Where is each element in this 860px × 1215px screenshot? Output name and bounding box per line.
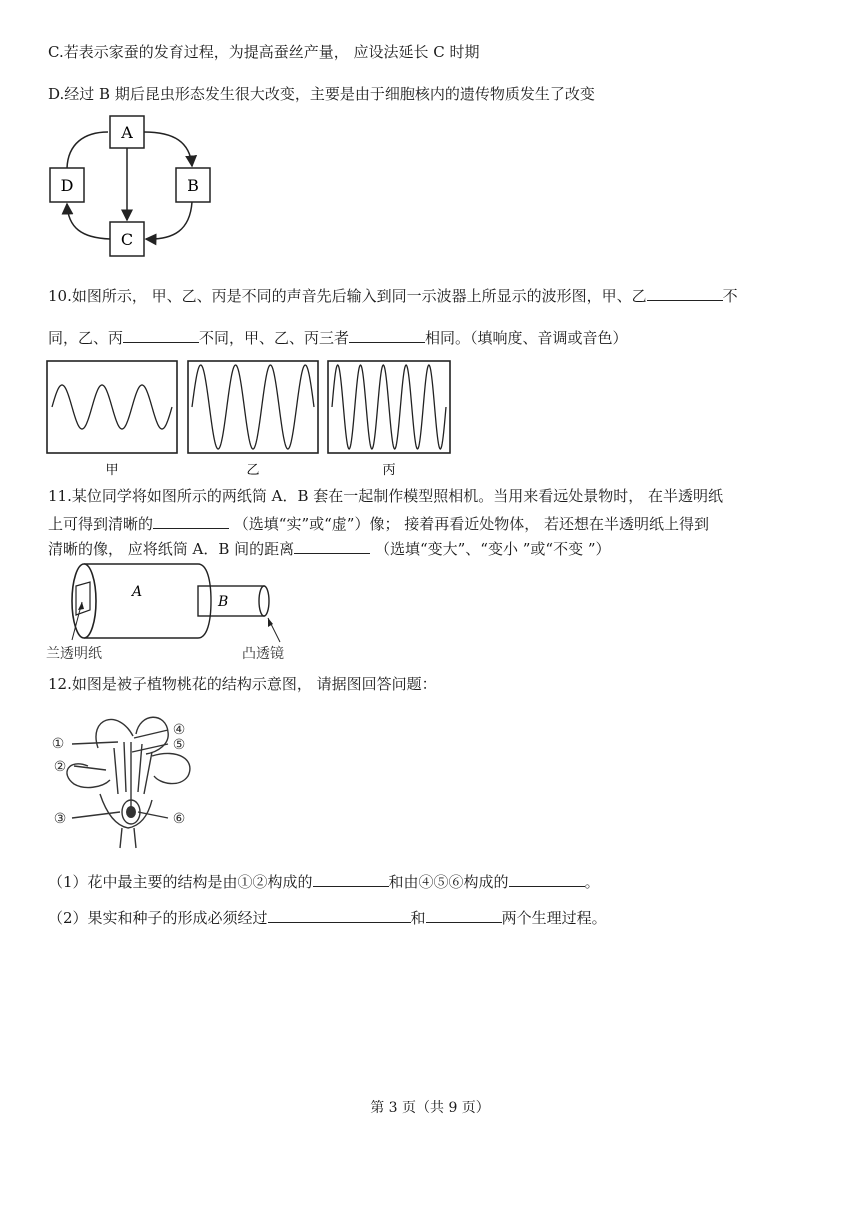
- option-c: C.若表示家蚕的发育过程，为提高蚕丝产量， 应设法延长 C 时期: [48, 43, 480, 61]
- waveform-label-yi: 乙: [246, 463, 260, 478]
- marker-1: ①: [51, 736, 65, 752]
- tube-b: [198, 586, 264, 616]
- q10-blank-1[interactable]: [647, 284, 723, 301]
- arrow-b-c: [146, 202, 192, 239]
- tube-b-label: B: [218, 594, 229, 610]
- label-b: B: [187, 176, 199, 195]
- label-a: A: [121, 123, 133, 142]
- marker-2: ②: [53, 759, 67, 775]
- q11-line1: 11.某位同学将如图所示的两纸筒 A．B 套在一起制作模型照相机。当用来看远处景物时， 在半透明纸: [48, 487, 724, 505]
- q12-sub1: （1）花中最主要的结构是由①②构成的 和由④⑤⑥构成的 。: [48, 870, 600, 892]
- petal-left: [96, 719, 133, 748]
- camera-model-figure: [44, 560, 304, 664]
- arrow-a-b: [144, 132, 192, 166]
- marker-3: ③: [53, 811, 67, 827]
- life-cycle-diagram: [44, 112, 224, 262]
- marker-6: ⑥: [172, 811, 186, 827]
- label-d: D: [60, 176, 74, 195]
- tube-a-label: A: [132, 584, 143, 600]
- q11-line2: 上可得到清晰的 （选填“实”或“虚”）像； 接着再看近处物体， 若还想在半透明纸上得到: [48, 512, 709, 534]
- waveform-yi-frame: [188, 361, 318, 453]
- q10-line1: 10.如图所示， 甲、乙、丙是不同的声音先后输入到同一示波器上所显示的波形图，甲、乙 不: [48, 284, 738, 306]
- q10-blank-3[interactable]: [349, 326, 425, 343]
- waveform-figure: [44, 358, 454, 478]
- q12-sub2: （2）果实和种子的形成必须经过 和 两个生理过程。: [48, 906, 607, 928]
- convex-lens-end: [259, 586, 269, 616]
- convex-lens-label: 凸透镜: [242, 646, 284, 662]
- peach-flower-figure: [48, 708, 208, 850]
- q11-blank-1[interactable]: [153, 512, 229, 529]
- waveform-label-jia: 甲: [105, 463, 119, 478]
- q12-blank-1[interactable]: [313, 870, 389, 887]
- q12-blank-2[interactable]: [509, 870, 585, 887]
- label-c: C: [120, 230, 134, 249]
- translucent-paper-label: 兰透明纸: [46, 646, 102, 662]
- q11-blank-2[interactable]: [294, 537, 370, 554]
- marker-4: ④: [172, 722, 186, 738]
- page-footer: 第 3 页（共 9 页）: [370, 1100, 490, 1116]
- q12-title: 12.如图是被子植物桃花的结构示意图， 请据图回答问题：: [48, 675, 437, 693]
- marker-5: ⑤: [172, 737, 186, 753]
- q12-blank-4[interactable]: [426, 906, 502, 923]
- arrow-c-d: [67, 204, 110, 239]
- q11-line3: 清晰的像， 应将纸筒 A．B 间的距离 （选填“变大”、“变小 ”或“不变 ”）: [48, 537, 611, 559]
- q10-blank-2[interactable]: [123, 326, 199, 343]
- q12-blank-3[interactable]: [268, 906, 411, 923]
- option-d: D.经过 B 期后昆虫形态发生很大改变，主要是由于细胞核内的遗传物质发生了改变: [48, 85, 595, 103]
- q10-line2: 同，乙、丙 不同，甲、乙、丙三者 相同。（填响度、音调或音色）: [48, 326, 628, 348]
- arrow-d-a: [67, 132, 108, 168]
- waveform-label-bing: 丙: [382, 463, 396, 478]
